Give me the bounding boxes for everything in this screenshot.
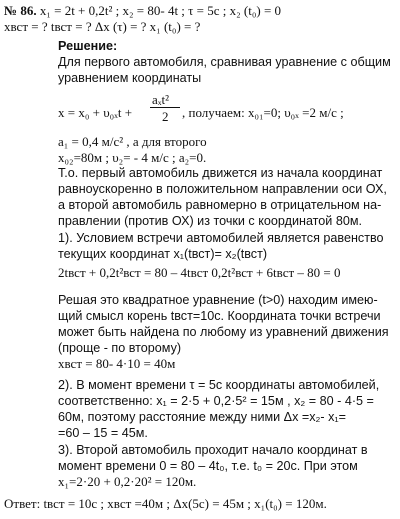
answer-line: Ответ: tвст = 10c ; xвст =40м ; Δx(5c) = 45м ; x₁(t₀) = 120м. <box>4 496 327 511</box>
equation-tail: , получаем: x₀₁=0; υ₀ₓ =2 м/с ; <box>182 105 344 120</box>
paragraph-line: 1). Условием встречи автомобилей является равенство <box>58 231 384 245</box>
quadratic-equation: 2tвст + 0,2t²вст = 80 – 4tвст 0,2t²вст + 6tвст – 80 = 0 <box>58 265 341 280</box>
equation-lhs: x = x₀ + υ₀ₓt + <box>58 105 133 120</box>
problem-header <box>4 4 281 18</box>
paragraph-line: 3). Второй автомобиль проходит начало координат в <box>58 443 368 457</box>
paragraph-line: может быть найдена по любому из уравнений движения <box>58 325 389 339</box>
paragraph-line: x₁=2·20 + 0,2·20² = 120м. <box>58 474 197 489</box>
paragraph-line: a₁ = 0,4 м/с² , а для второго <box>58 134 207 149</box>
problem-given: x₁ = 2t + 0,2t² ; x₂ = 80- 4t ; τ = 5c ; x₂ (t₀) = 0 <box>39 3 282 18</box>
paragraph-line: 2). В момент времени τ = 5c координаты автомобилей, <box>58 378 380 392</box>
paragraph-line: x₀₂=80м ; υ₂= - 4 м/с ; a₂=0. <box>58 150 207 165</box>
paragraph-line: соответственно: x₁ = 2·5 + 0,2·5² = 15м , x₂ = 80 - 4·5 = <box>58 394 374 408</box>
paragraph-line: уравнением координаты <box>58 71 202 85</box>
paragraph-line: а второй автомобиль равномерно в отрицательном на- <box>58 198 382 212</box>
fraction-denominator: 2 <box>162 109 169 124</box>
problem-find: xвст = ? tвст = ? Δx (τ) = ? x₁ (t₀) = ? <box>4 19 201 34</box>
paragraph-line: Решая это квадратное уравнение (t>0) находим имею- <box>58 293 378 307</box>
solution-heading: Решение: <box>58 39 118 53</box>
paragraph-line: Для первого автомобиля, сравнивая уравнение с общим <box>58 55 391 69</box>
paragraph-line: Т.о. первый автомобиль движется из начала координат <box>58 166 383 180</box>
paragraph-line: 60м, поэтому расстояние между ними Δx =x₂- x₁= <box>58 410 347 424</box>
paragraph-line: равноускоренно в положительном направлении оси ОХ, <box>58 182 387 196</box>
paragraph-line: текущих координат x₁(tвст)= x₂(tвст) <box>58 247 268 261</box>
problem-number: № 86. <box>4 3 37 18</box>
paragraph-line: xвст = 80- 4·10 = 40м <box>58 356 176 371</box>
fraction-bar <box>150 107 180 108</box>
paragraph-line: =60 – 15 = 45м. <box>58 426 148 440</box>
paragraph-line: правлении (против ОХ) из точки с координатой 80м. <box>58 214 362 228</box>
paragraph-line: щий смысл корень tвст=10с. Координата точки встречи <box>58 309 381 323</box>
paragraph-line: (проще - по второму) <box>58 341 182 355</box>
paragraph-line: момент времени 0 = 80 – 4t₀, т.е. t₀ = 20c. При этом <box>58 459 358 473</box>
fraction-numerator: aₓt² <box>152 92 170 107</box>
